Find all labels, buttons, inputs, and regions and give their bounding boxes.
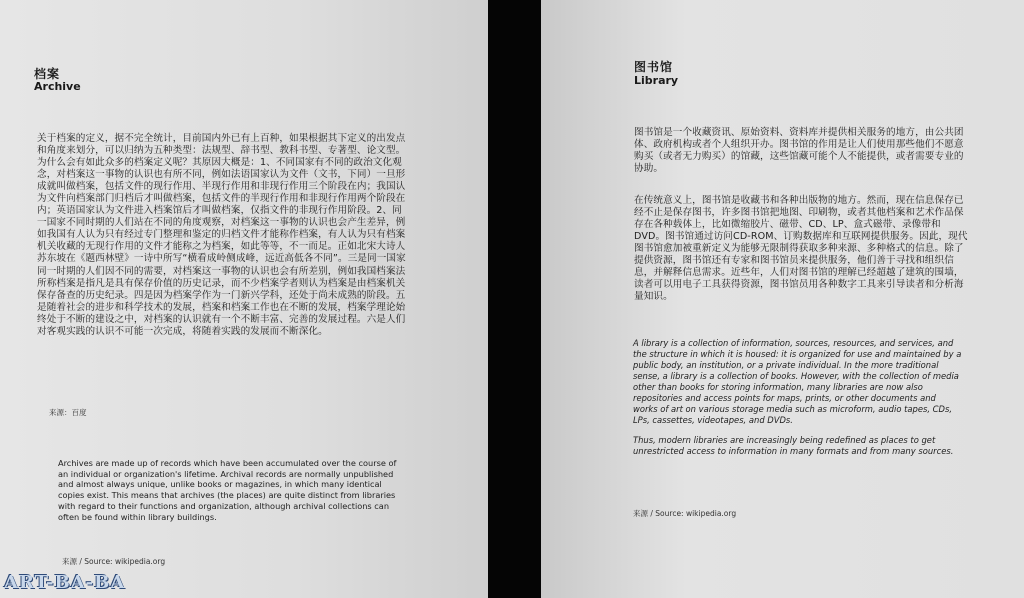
library-panel [541,0,1024,598]
archive-body-cn: 关于档案的定义，据不完全统计，目前国内外已有上百种，如果根据其下定义的出发点和角度来划分，可以归纳为五种类型：法规型、辞书型、教科书型、专著型、论文型。为什么会有如此众多的档案定义呢？其原因大概是：1、不同国家有不同的政治文化观念，对档案这一事物的认识也有所不同，例如法语国家认为文件（文书，下同）一旦形成就叫做档案，包括文件的现行作用、半现行作用和非现行作用三个阶段在内；我国认为文件向档案部门归档后才叫做档案，包括文件的半现行作用和非现行作用两个阶段在内；英语国家认为文件进入档案馆后才叫做档案，仅指文件的非现行作用阶段。2、同一国家不同时期的人们站在不同的角度观察，对档案这一事物的认识也会产生差异，例如我国有人认为只有经过专门整理和鉴定的归档文件才能称作档案，有人认为只有档案机关收藏的无现行作用的文件才能称之为档案，如此等等，不一而足。正如北宋大诗人苏东坡在《题西林壁》一诗中所写“横看成岭侧成峰，远近高低各不同”。三是同一国家同一时期的人们因不同的需要，对档案这一事物的认识也会有所差别，例如我国档案法所称档案是指凡是具有保存价值的历史记录，而不少档案学者则认为档案是由档案机关保存备查的历史纪录。四是因为档案学作为一门新兴学科，还处于尚未成熟的阶段。五是随着社会的进步和科学技术的发展，档案和档案工作也在不断的发展，档案学理论始终处于不断的建设之中，对档案的认识就有一个不断丰富、完善的发展过程。六是人们对客观实践的认识不可能一次完成，将随着实践的发展而不断深化。 [37,133,406,337]
watermark-logo: ART-BA-BA [4,572,126,593]
archive-title-en: Archive [34,80,81,93]
library-body-cn-1: 图书馆是一个收藏资讯、原始资料、资料库并提供相关服务的地方，由公共团体、政府机构或者个人组织开办。图书馆的作用是让人们使用那些他们不愿意购买（或者无力购买）的馆藏，这些馆藏可能个人不能提供，或者需要专业的协助。 [634,127,964,175]
archive-title-cn: 档案 [34,67,61,81]
archive-body-en: Archives are made up of records which have been accumulated over the course of an individual or organization's lifetime. Archival records are normally unpublished and almost always unique, unlike books or magazines, in which many identical copies exist. This means that archives (the places) are quite distinct from libraries with regard to their functions and organization, although archival collections can often be found within library buildings. [58,458,397,522]
library-source-en: 来源 / Source: wikipedia.org [633,509,737,518]
library-body-en-1: A library is a collection of information, sources, resources, and services, and the structure in which it is housed: it is organized for use and maintained by a public body, an institution, or a private individual. In the more traditional sense, a library is a collection of books. However, with the collection of media other than books for storing information, many libraries are now also repositories and access points for maps, prints, or other documents and works of art on various storage media such as microform, audio tapes, CDs, LPs, cassettes, videotapes, and DVDs. [633,338,962,425]
library-title-en: Library [634,74,679,87]
library-body-cn-2: 在传统意义上，图书馆是收藏书和各种出版物的地方。然而，现在信息保存已经不止是保存图书，许多图书馆把地图、印刷物，或者其他档案和艺术作品保存在各种载体上，比如微缩胶片、磁带、CD、LP、盒式磁带、录像带和DVD。图书馆通过访问CD-ROM、订购数据库和互联网提供服务。因此，现代图书馆愈加被重新定义为能够无限制得获取多种来源、多种格式的信息。除了提供资源，图书馆还有专家和图书馆员来提供服务，他们善于寻找和组织信息，并解释信息需求。近些年，人们对图书馆的理解已经超越了建筑的围墙，读者可以用电子工具获得资源，图书馆员用各种数字工具来引导读者和分析海量知识。 [634,195,968,303]
archive-source-cn: 来源：百度 [49,408,87,417]
library-title-cn: 图书馆 [634,60,674,74]
dark-gap [488,0,541,598]
library-body-en-2: Thus, modern libraries are increasingly being redefined as places to get unrestricted access to information in many formats and from many sources. [633,435,954,456]
archive-panel [0,0,488,598]
archive-source-en: 来源 / Source: wikipedia.org [62,557,166,566]
